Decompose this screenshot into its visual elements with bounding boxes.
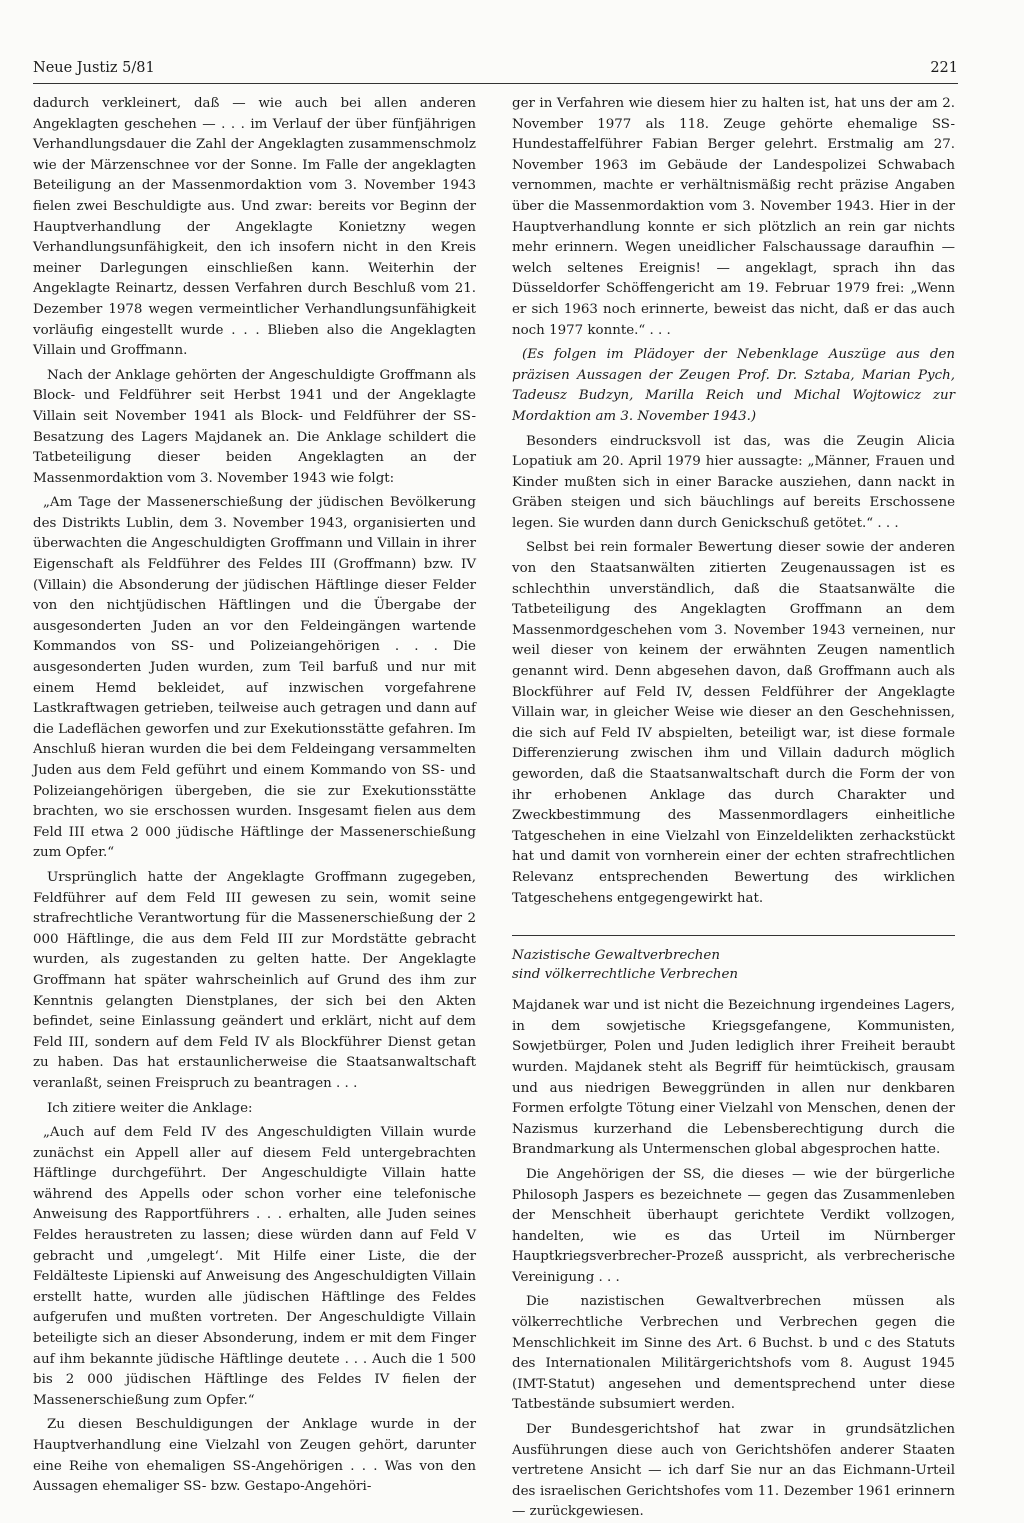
paragraph: Selbst bei rein formaler Bewertung dieser sowie der anderen von den Staatsanwälten zitierten Zeugenaussagen ist es schlechthin unverständlich, daß die Staatsanwälte die Tatbeteiligung des Angeklagten Groffmann an dem Massenmordgeschehen vom 3. November 1943 verneinen, nur weil dieser von keinem der erwähnten Zeugen namentlich genannt wird. Denn abgesehen davon, daß Groffmann auch als Blockführer auf Feld IV, dessen Feldführer der Angeklagte Villain war, in gleicher Weise wie dieser an den Geschehnissen, die sich auf Feld IV abspielten, beteiligt war, ist diese formale Differenzierung zwischen ihm und Villain dadurch möglich geworden, daß die Staatsanwaltschaft durch die Form der von ihr erhobenen Anklage das durch Charakter und Zweckbestimmung des Massenmordlagers einheitliche Tatgeschehen in eine Vielzahl von Einzeldelikten zerhackstückt hat und damit von vornherein einer der echten strafrechtlichen Relevanz entsprechenden Bewertung des wirklichen Tatgeschehens entgegengewirkt hat. xyxy=(512,540,955,906)
paragraph: Nach der Anklage gehörten der Angeschuldigte Groffmann als Block- und Feldführer seit Herbst 1941 und der Angeklagte Villain seit November 1941 als Block- und Feldführer der SS-Besatzung des Lagers Majdanek an. Die Anklage schildert die Tatbeteiligung dieser beiden Angeklagten an der Massenmordaktion vom 3. November 1943 wie folgt: xyxy=(33,367,476,486)
header-rule xyxy=(33,83,958,84)
paragraph: Die Angehörigen der SS, die dieses — wie der bürgerliche Philosoph Jaspers es bezeichnete — gegen das Zusammenleben der Menschheit überhaupt gerichtete Verdikt vollzogen, handelten, wie es das Urteil im Nürnberger Hauptkriegsverbrecher-Prozeß ausspricht, als verbrecherische Vereinigung . . . xyxy=(512,1166,955,1285)
paragraph: Ich zitiere weiter die Anklage: xyxy=(47,1100,253,1116)
left-column xyxy=(33,94,476,1498)
page-number: 221 xyxy=(930,60,958,76)
paragraph: Die nazistischen Gewaltverbrechen müssen als völkerrechtliche Verbrechen und Verbrechen gegen die Menschlichkeit im Sinne des Art. 6 Buchst. b und c des Statuts des Internationalen Militärgerichtshofs vom 8. August 1945 (IMT-Statut) angesehen und dementsprechend unter diese Tatbestände subsumiert werden. xyxy=(512,1294,955,1413)
paragraph: Besonders eindrucksvoll ist das, was die Zeugin Alicia Lopatiuk am 20. April 1979 hier aussagte: „Männer, Frauen und Kinder mußten sich in einer Baracke ausziehen, dann nackt in Gräben steigen und sich bäuchlings auf bereits Erschossene legen. Sie wurden dann durch Genickschuß getötet.“ . . . xyxy=(512,433,955,531)
paragraph: ger in Verfahren wie diesem hier zu halten ist, hat uns der am 2. November 1977 als 118. Zeuge gehörte ehemalige SS-Hundestaffelführer Fabian Berger gelehrt. Erstmalig am 27. November 1963 im Gebäude der Landespolizei Schwabach vernommen, machte er verhältnismäßig recht präzise Angaben über die Massenmordaktion vom 3. November 1943. Hier in der Hauptverhandlung konnte er sich plötzlich an rein gar nichts mehr erinnern. Wegen uneidlicher Falschaussage daraufhin — welch seltenes Ereignis! — angeklagt, sprach ihn das Düsseldorfer Schöffengericht am 19. Februar 1979 frei: „Wenn er sich 1963 noch erinnerte, beweist das nicht, daß er das auch noch 1977 konnte.“ . . . xyxy=(512,96,955,338)
quoted-paragraph: „Auch auf dem Feld IV des Angeschuldigten Villain wurde zunächst ein Appell aller auf diesem Feld untergebrachten Häftlinge durchgeführt. Der Angeschuldigte Villain hatte während des Appells oder schon vorher eine telefonische Anweisung des Rapportführers . . . erhalten, alle Juden seines Feldes heraustreten zu lassen; diese würden dann auf Feld V gebracht und ‚umgelegt‘. Mit Hilfe einer Liste, die der Feldälteste Lipienski auf Anweisung des Angeschuldigten Villain erstellt hatte, wurden alle jüdischen Häftlinge des Feldes aufgerufen und mußten vortreten. Der Angeschuldigte Villain beteiligte sich an dieser Absonderung, indem er mit dem Finger auf ihm bekannte jüdische Häftlinge deutete . . . Auch die 1 500 bis 2 000 jüdischen Häftlinge des Feldes IV fielen der Massenerschießung zum Opfer.“ xyxy=(33,1125,476,1408)
section-rule xyxy=(512,935,955,936)
quoted-paragraph: „Am Tage der Massenerschießung der jüdischen Bevölkerung des Distrikts Lublin, dem 3. November 1943, organisierten und überwachten die Angeschuldigten Groffmann und Villain in ihrer Eigenschaft als Feldführer des Feldes III (Groffmann) bzw. IV (Villain) die Absonderung der jüdischen Häftlinge dieser Felder von den nichtjüdischen Häftlingen und die Übergabe der ausgesonderten Juden an vor den Feldeingängen wartende Kommandos von SS- und Polizeiangehörigen . . . Die ausgesonderten Juden wurden, zum Teil barfuß und nur mit einem Hemd bekleidet, auf inzwischen vorgefahrene Lastkraftwagen getrieben, teilweise auch getragen und dann auf die Ladeflächen geworfen und zur Exekutionsstätte gefahren. Im Anschluß hieran wurden die bei dem Feldeingang versammelten Juden aus dem Feld geführt und einem Kommando von SS- und Polizeiangehörigen übergeben, die sie zur Exekutionsstätte brachten, wo sie erschossen wurden. Insgesamt fielen aus dem Feld III etwa 2 000 jüdische Häftlinge der Massenerschießung zum Opfer.“ xyxy=(33,495,476,861)
page-header xyxy=(33,60,958,76)
paragraph: Der Bundesgerichtshof hat zwar in grundsätzlichen Ausführungen diese auch von Gerichtshöfen anderer Staaten vertretene Ansicht — ich darf Sie nur an das Eichmann-Urteil des israelischen Gerichtshofes vom 11. Dezember 1961 erinnern — zurückgewiesen. xyxy=(512,1422,955,1520)
journal-issue: Neue Justiz 5/81 xyxy=(33,60,155,76)
paragraph: Ursprünglich hatte der Angeklagte Groffmann zugegeben, Feldführer auf dem Feld III gewesen zu sein, womit seine strafrechtliche Verantwortung für die Massenerschießung der 2 000 Häftlinge, die aus dem Feld III zur Mordstätte gebracht wurden, als zugestanden zu gelten hatte. Der Angeklagte Groffmann hat später wahrscheinlich auf Grund des ihm zur Kenntnis gelangten Dienstplanes, der sich bei den Akten befindet, seine Einlassung geändert und erklärt, nicht auf dem Feld III, sondern auf dem Feld IV als Blockführer Dienst getan zu haben. Das hat erstaunlicherweise die Staatsanwaltschaft veranlaßt, seinen Freispruch zu beantragen . . . xyxy=(33,869,476,1091)
right-column xyxy=(512,94,955,1523)
section-heading: Nazistische Gewaltverbrechen sind völkerrechtliche Verbrechen xyxy=(512,948,738,983)
paragraph: Majdanek war und ist nicht die Bezeichnung irgendeines Lagers, in dem sowjetische Kriegsgefangene, Kommunisten, Sowjetbürger, Polen und Juden lediglich ihrer Freiheit beraubt wurden. Majdanek steht als Begriff für heimtückisch, grausam und aus niedrigen Beweggründen in allen nur denkbaren Formen erfolgte Tötung einer Vielzahl von Menschen, denen der Nazismus kurzerhand die Lebensberechtigung durch die Brandmarkung als Untermenschen global abgesprochen hatte. xyxy=(512,998,956,1158)
paragraph: Zu diesen Beschuldigungen der Anklage wurde in der Hauptverhandlung eine Vielzahl von Zeugen gehört, darunter eine Reihe von ehemaligen SS-Angehörigen . . . Was von den Aussagen ehemaliger SS- bzw. Gestapo-Angehöri- xyxy=(33,1417,476,1495)
editorial-note: (Es folgen im Plädoyer der Nebenklage Auszüge aus den präzisen Aussagen der Zeugen Prof. Dr. Sztaba, Marian Pych, Tadeusz Budzyn, Marilla Reich und Michal Wojtowicz zur Mordaktion am 3. November 1943.) xyxy=(512,347,955,424)
paragraph: dadurch verkleinert, daß — wie auch bei allen anderen Angeklagten geschehen — . . . im Verlauf der über fünfjährigen Verhandlungsdauer die Zahl der Angeklagten zusammenschmolz wie der Märzenschnee vor der Sonne. Im Falle der angeklagten Beteiligung an der Massenmordaktion vom 3. November 1943 fielen zwei Beschuldigte aus. Und zwar: bereits vor Beginn der Hauptverhandlung der Angeklagte Konietzny wegen Verhandlungsunfähigkeit, den ich insofern nicht in den Kreis meiner Darlegungen einschließen kann. Weiterhin der Angeklagte Reinartz, dessen Verfahren durch Beschluß vom 21. Dezember 1978 wegen vermeintlicher Verhandlungsunfähigkeit vorläufig eingestellt wurde . . . Blieben also die Angeklagten Villain und Groffmann. xyxy=(33,96,476,359)
